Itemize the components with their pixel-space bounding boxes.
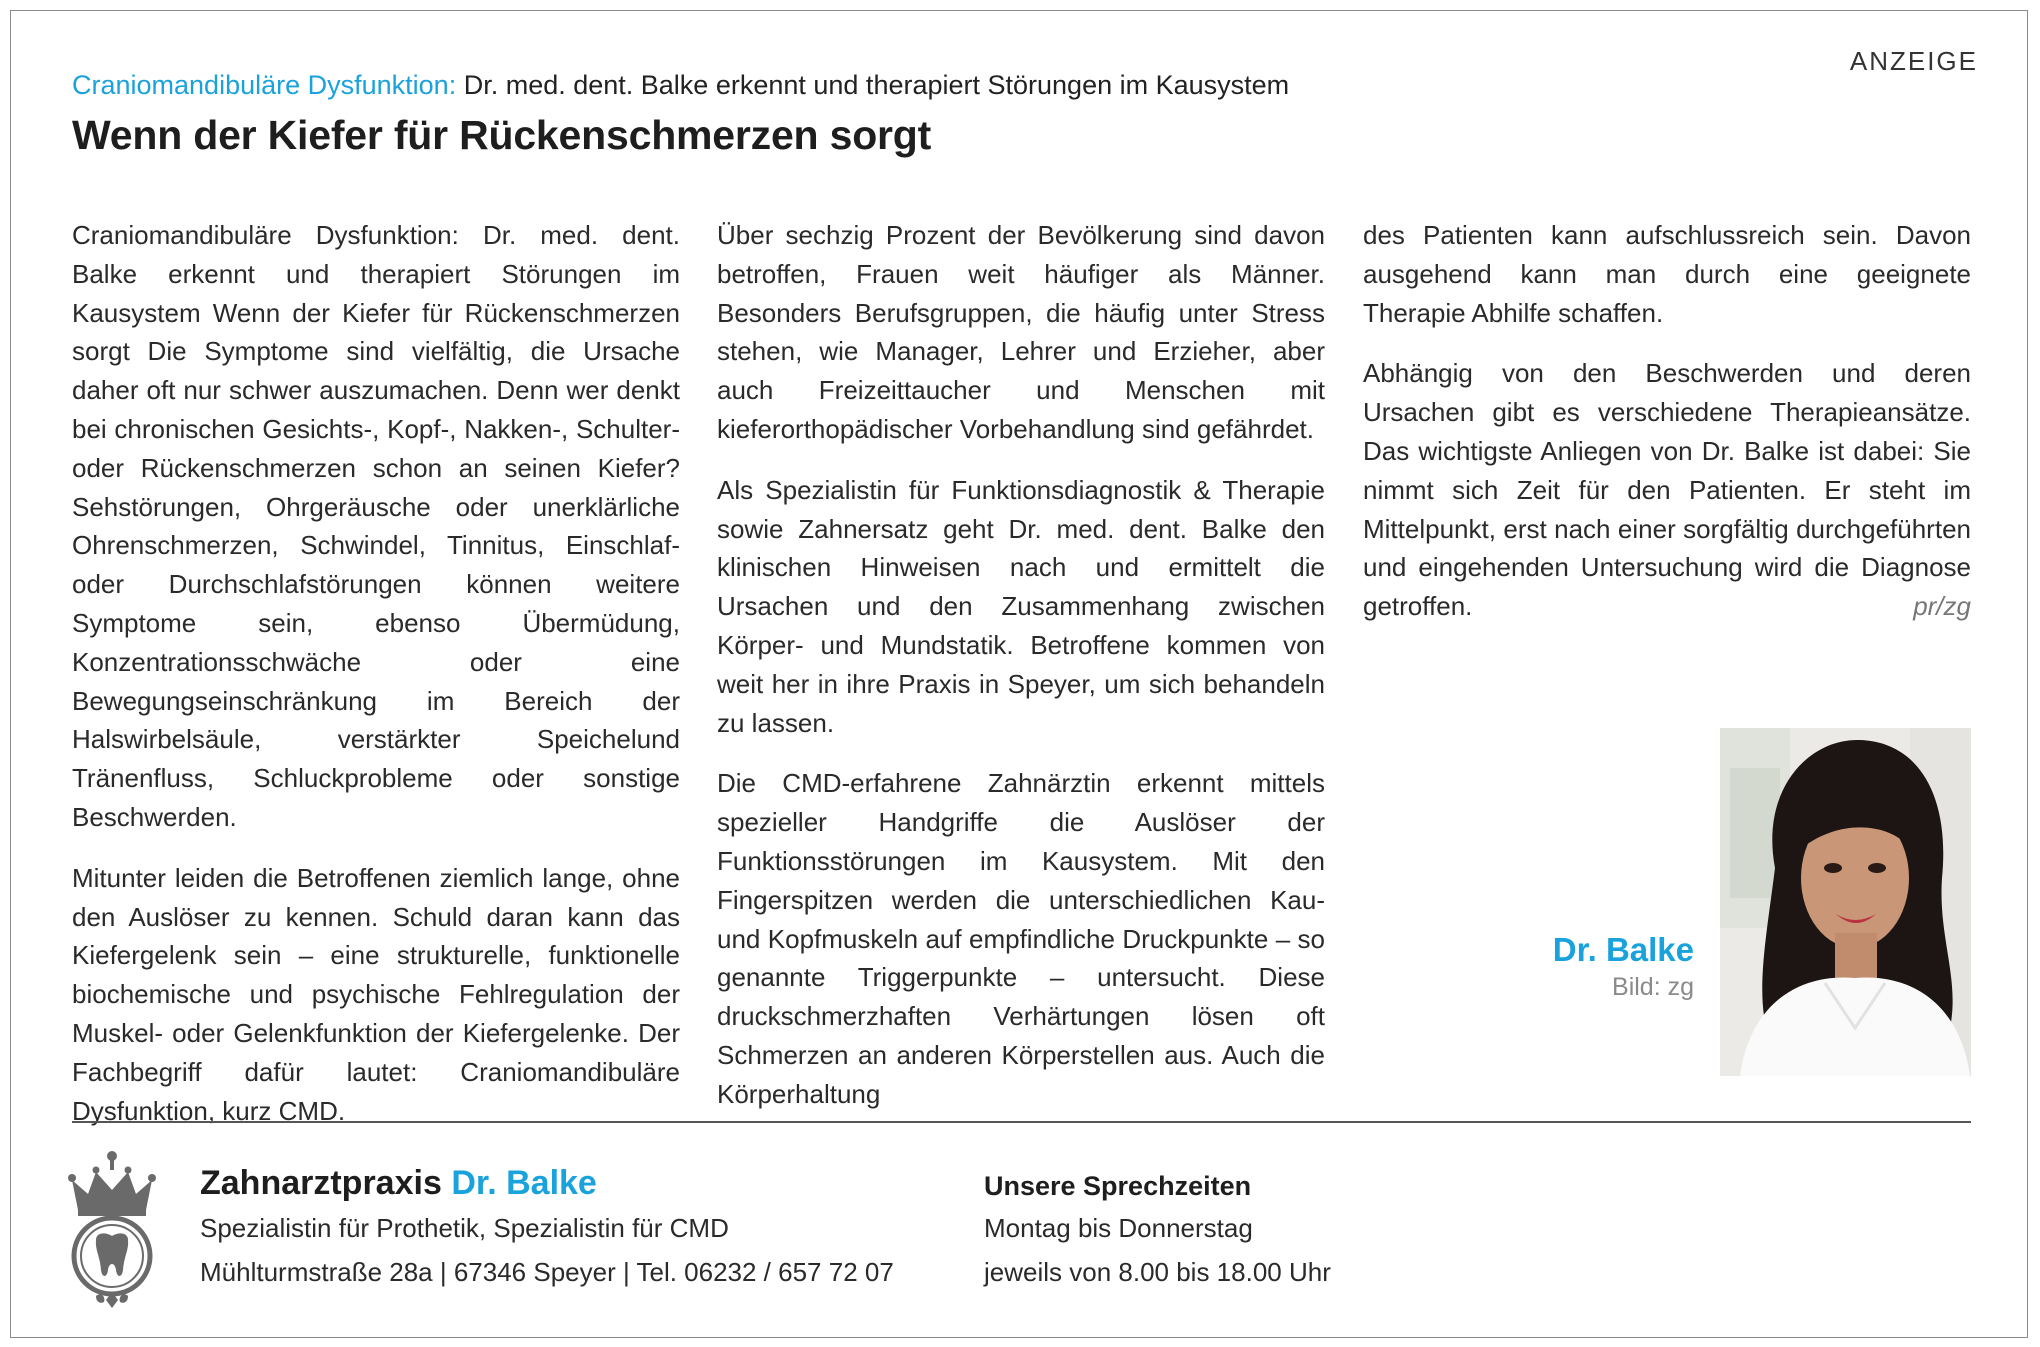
office-hours [984, 1166, 1331, 1294]
practice-name [200, 1160, 894, 1206]
practice-prefix: Zahnarztpraxis [200, 1164, 452, 1202]
photo-caption [1553, 930, 1694, 1004]
paragraph: Mitunter leiden die Betroffenen ziemlich lange, ohne den Auslöser zu kennen. Schuld daran kann das Kiefergelenk sein – eine strukturelle, funktionelle biochemische und psychische Fehlregulation der Muskel- oder Gelenkfunktion der Kiefergelenke. Der Fachbegriff dafür lautet: Craniomandibuläre Dysfunktion, kurz CMD. [72, 862, 680, 1126]
paragraph-with-signature [1363, 354, 1971, 626]
kicker-text: Dr. med. dent. Balke erkennt und therapiert Störungen im Kausystem [456, 70, 1290, 100]
portrait-photo [1720, 728, 1971, 1076]
practice-info [200, 1160, 894, 1294]
headline: Wenn der Kiefer für Rückenschmerzen sorgt [72, 112, 932, 158]
article-column-2 [717, 216, 1325, 1136]
practice-doctor: Dr. Balke [451, 1164, 597, 1202]
practice-address: Mühlturmstraße 28a | 67346 Speyer | Tel. 06232 / 657 72 07 [200, 1257, 894, 1287]
paragraph: Über sechzig Prozent der Bevölkerung sind davon betroffen, Frauen weit häufiger als Männer. Besonders Berufsgruppen, die häufig unter Stress stehen, wie Manager, Lehrer und Erzieher, aber auch Freizeittaucher und Menschen mit kieferorthopädischer Vorbehandlung sind gefährdet. [717, 220, 1325, 444]
practice-specialties: Spezialistin für Prothetik, Spezialistin für CMD [200, 1213, 729, 1243]
kicker-topic: Craniomandibuläre Dysfunktion: [72, 70, 457, 100]
ad-label: ANZEIGE [1849, 46, 1978, 76]
footer-divider [72, 1121, 1971, 1123]
article-column-3 [1363, 216, 1971, 648]
paragraph-text: Abhängig von den Beschwerden und deren Ursachen gibt es verschiedene Therapieansätze. Das wichtigste Anliegen von Dr. Balke ist dabei: Sie nimmt sich Zeit für den Patienten. Er steht im Mittelpunkt, erst nach einer sorgfältig durchgeführten und eingehenden Untersuchung wird die Diagnose getroffen. [1363, 358, 1971, 622]
caption-name: Dr. Balke [1552, 931, 1694, 968]
crown-tooth-crest-icon [66, 1146, 158, 1310]
paragraph: Craniomandibuläre Dysfunktion: Dr. med. dent. Balke erkennt und therapiert Störungen im Kausystem Wenn der Kiefer für Rückenschmerzen sorgt Die Symptome sind vielfältig, die Ursache daher oft nur schwer auszumachen. Denn wer denkt bei chronischen Gesichts-, Kopf-, Nakken-, Schulter- oder Rückenschmerzen schon an seinen Kiefer? Sehstörungen, Ohrgeräusche oder unerklärliche Ohrenschmerzen, Schwindel, Tinnitus, Einschlaf- oder Durchschlafstörungen können weitere Symptome sein, ebenso Übermüdung, Konzentrationsschwäche oder eine Bewegungseinschränkung im Bereich der Halswirbelsäule, verstärkter Speichelund Tränenfluss, Schluckprobleme oder sonstige Beschwerden. [72, 220, 680, 832]
caption-credit: Bild: zg [1612, 973, 1694, 1001]
hours-time: jeweils von 8.00 bis 18.00 Uhr [984, 1257, 1331, 1287]
author-signature: pr/zg [1913, 591, 1971, 622]
hours-days: Montag bis Donnerstag [984, 1213, 1253, 1243]
article-column-1 [72, 216, 680, 1152]
kicker-line [72, 70, 1289, 101]
hours-title: Unsere Sprechzeiten [984, 1171, 1252, 1201]
paragraph: des Patienten kann aufschlussreich sein. Davon ausgehend kann man durch eine geeignete Therapie Abhilfe schaffen. [1363, 220, 1971, 328]
portrait-illustration [1720, 728, 1971, 1076]
paragraph: Als Spezialistin für Funktionsdiagnostik & Therapie sowie Zahnersatz geht Dr. med. dent. Balke den klinischen Hinweisen nach und ermittelt die Ursachen und den Zusammenhang zwischen Körper- und Mundstatik. Betroffene kommen von weit her in ihre Praxis in Speyer, um sich behandeln zu lassen. [717, 474, 1325, 738]
paragraph: Die CMD-erfahrene Zahnärztin erkennt mittels spezieller Handgriffe die Auslöser der Funktionsstörungen im Kausystem. Mit den Fingerspitzen werden die unterschiedlichen Kau- und Kopfmuskeln auf empfindliche Druckpunkte – so genannte Triggerpunkte – untersucht. Diese druckschmerzhaften Verhärtungen lösen oft Schmerzen an anderen Körperstellen aus. Auch die Körperhaltung [717, 768, 1325, 1109]
